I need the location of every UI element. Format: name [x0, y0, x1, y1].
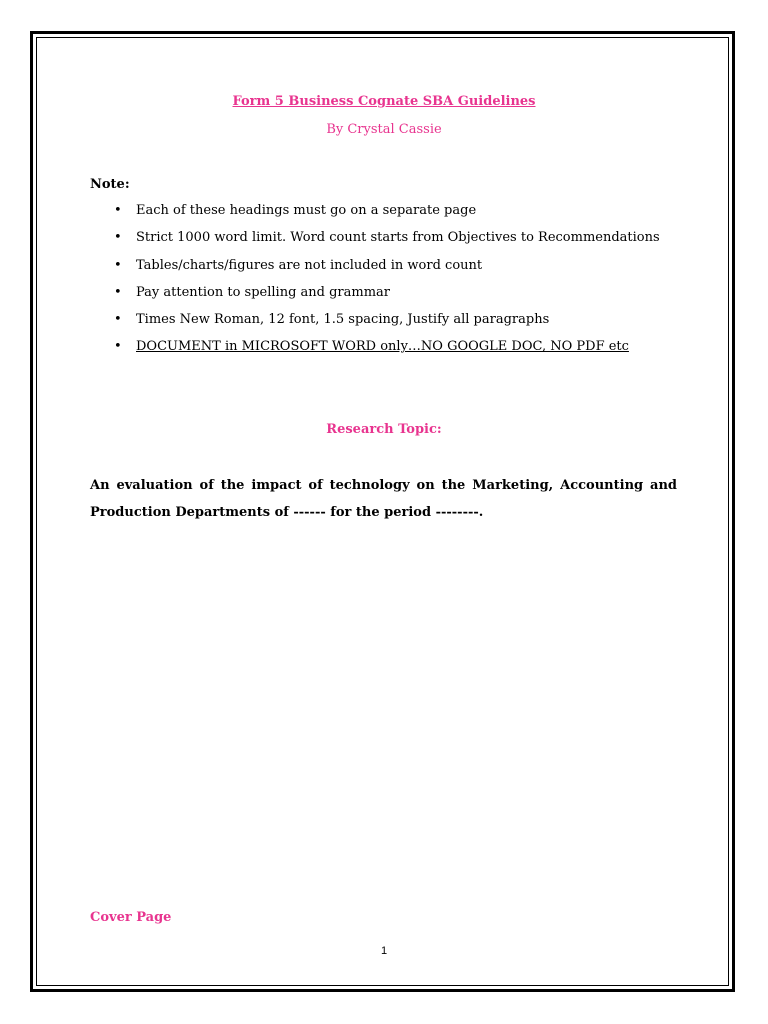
note-text: Tables/charts/figures are not included in word count — [136, 257, 483, 273]
list-item — [90, 255, 660, 282]
document-title: Form 5 Business Cognate SBA Guidelines — [232, 94, 536, 109]
bullet-icon: • — [114, 339, 122, 355]
bullet-icon: • — [114, 284, 122, 300]
page-number: 1 — [380, 945, 388, 957]
bullet-icon: • — [114, 230, 122, 246]
section-heading: Cover Page — [90, 910, 172, 925]
list-item — [90, 309, 660, 336]
note-label: Note: — [90, 177, 130, 192]
list-item — [90, 200, 660, 227]
list-item — [90, 282, 660, 309]
notes-list — [90, 200, 660, 364]
research-topic-text: An evaluation of the impact of technology on the Marketing, Accounting and Production Departments of ------ for the period --------. — [90, 478, 677, 520]
research-topic-label: Research Topic: — [326, 422, 442, 437]
note-text: Strict 1000 word limit. Word count starts from Objectives to Recommendations — [136, 230, 660, 246]
note-text: Each of these headings must go on a separate page — [136, 203, 477, 218]
bullet-icon: • — [114, 312, 122, 328]
note-text: Pay attention to spelling and grammar — [136, 284, 391, 300]
note-text: DOCUMENT in MICROSOFT WORD only…NO GOOGLE DOC, NO PDF etc — [136, 339, 629, 355]
note-text: Times New Roman, 12 font, 1.5 spacing, Justify all paragraphs — [136, 312, 550, 328]
list-item — [90, 227, 660, 254]
bullet-icon: • — [114, 257, 122, 273]
document-author: By Crystal Cassie — [326, 122, 442, 137]
list-item — [90, 336, 660, 363]
bullet-icon: • — [114, 203, 122, 218]
